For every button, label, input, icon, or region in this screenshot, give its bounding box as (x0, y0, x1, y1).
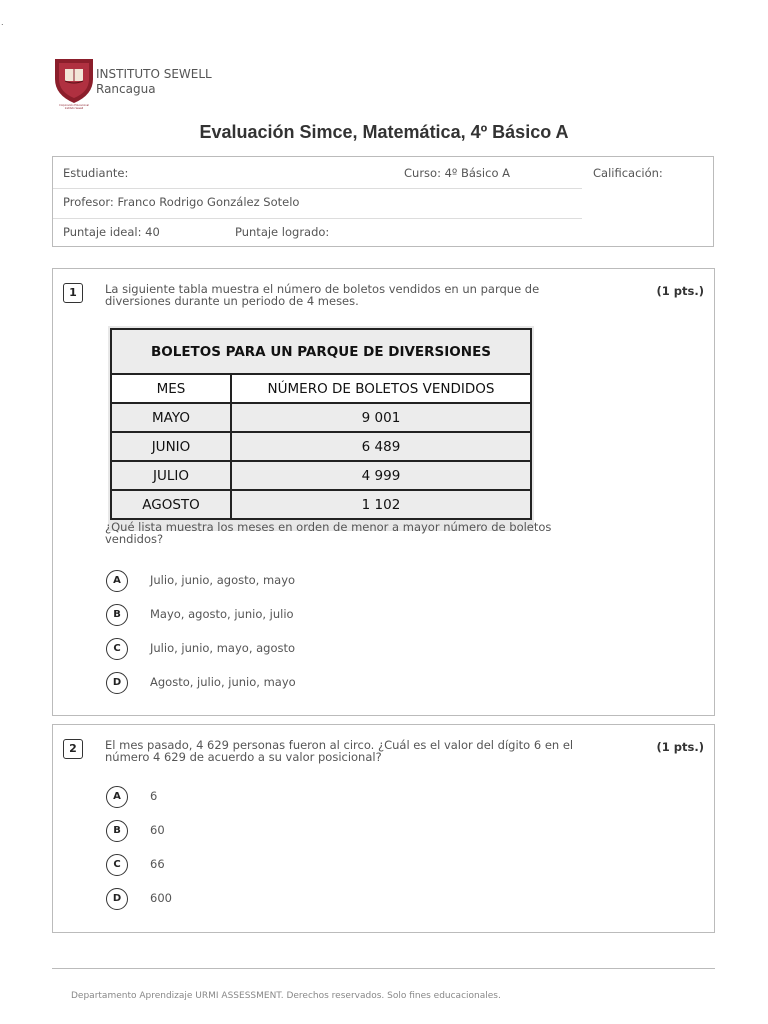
option-text: Mayo, agosto, junio, julio (150, 607, 294, 621)
option-c[interactable] (106, 638, 506, 662)
question-number: 2 (63, 739, 83, 759)
tickets-table-image (108, 326, 534, 531)
grade-field: Calificación: (593, 166, 663, 180)
table-row (111, 461, 531, 490)
page-mark: . (1, 18, 4, 27)
option-a[interactable] (106, 570, 506, 594)
achieved-score-field: Puntaje logrado: (235, 225, 330, 239)
footer-divider (52, 968, 715, 969)
option-letter[interactable]: B (106, 604, 128, 626)
divider (53, 218, 582, 219)
option-c[interactable] (106, 854, 506, 878)
option-d[interactable] (106, 672, 506, 696)
option-text: 600 (150, 891, 172, 905)
option-text: 66 (150, 857, 165, 871)
school-header (52, 55, 352, 115)
option-d[interactable] (106, 888, 506, 912)
school-name: INSTITUTO SEWELL (96, 67, 212, 81)
table-cell: 6 489 (231, 432, 531, 461)
question-text: diversiones durante un periodo de 4 meses. (105, 294, 359, 308)
student-info-box (52, 156, 714, 247)
question-number: 1 (63, 283, 83, 303)
school-city: Rancagua (96, 82, 156, 96)
table-cell: 9 001 (231, 403, 531, 432)
table-cell: JULIO (111, 461, 231, 490)
option-b[interactable] (106, 820, 506, 844)
question-prompt: vendidos? (105, 532, 164, 546)
option-text: 60 (150, 823, 165, 837)
option-text: Julio, junio, mayo, agosto (150, 641, 296, 655)
option-letter[interactable]: A (106, 786, 128, 808)
tickets-table (110, 328, 532, 520)
student-field: Estudiante: (63, 166, 129, 180)
table-row (111, 490, 531, 519)
question-card-2 (52, 724, 715, 933)
option-text: Agosto, julio, junio, mayo (150, 675, 296, 689)
svg-text:Instituto Sewell: Instituto Sewell (64, 107, 84, 110)
option-letter[interactable]: D (106, 672, 128, 694)
option-letter[interactable]: A (106, 570, 128, 592)
option-letter[interactable]: C (106, 638, 128, 660)
table-cell: 1 102 (231, 490, 531, 519)
table-row (111, 432, 531, 461)
footer-text: Departamento Aprendizaje URMI ASSESSMENT. Derechos reservados. Solo fines educacionales. (71, 991, 501, 1001)
svg-text:Corporación Educacional: Corporación Educacional (59, 104, 89, 107)
course-field: Curso: 4º Básico A (404, 166, 510, 180)
divider (53, 188, 582, 189)
option-letter[interactable]: D (106, 888, 128, 910)
option-letter[interactable]: B (106, 820, 128, 842)
option-text: 6 (150, 789, 158, 803)
table-cell: JUNIO (111, 432, 231, 461)
school-crest-icon (52, 55, 96, 111)
ideal-score-field: Puntaje ideal: 40 (63, 225, 160, 239)
table-caption: BOLETOS PARA UN PARQUE DE DIVERSIONES (111, 329, 531, 374)
page-title: Evaluación Simce, Matemática, 4º Básico A (199, 122, 569, 142)
question-prompt: ¿Qué lista muestra los meses en orden de menor a mayor número de boletos (105, 520, 552, 534)
teacher-field: Profesor: Franco Rodrigo González Sotelo (63, 195, 300, 209)
table-row (111, 403, 531, 432)
question-points: (1 pts.) (656, 740, 704, 754)
question-text: El mes pasado, 4 629 personas fueron al circo. ¿Cuál es el valor del dígito 6 en el (105, 738, 574, 752)
question-text: La siguiente tabla muestra el número de boletos vendidos en un parque de (105, 282, 540, 296)
question-card-1 (52, 268, 715, 716)
table-header-tickets: NÚMERO DE BOLETOS VENDIDOS (231, 374, 531, 403)
question-text: número 4 629 de acuerdo a su valor posicional? (105, 750, 382, 764)
table-cell: AGOSTO (111, 490, 231, 519)
question-points: (1 pts.) (656, 284, 704, 298)
option-text: Julio, junio, agosto, mayo (150, 573, 296, 587)
table-cell: MAYO (111, 403, 231, 432)
option-b[interactable] (106, 604, 506, 628)
option-letter[interactable]: C (106, 854, 128, 876)
table-header-month: MES (111, 374, 231, 403)
table-cell: 4 999 (231, 461, 531, 490)
option-a[interactable] (106, 786, 506, 810)
